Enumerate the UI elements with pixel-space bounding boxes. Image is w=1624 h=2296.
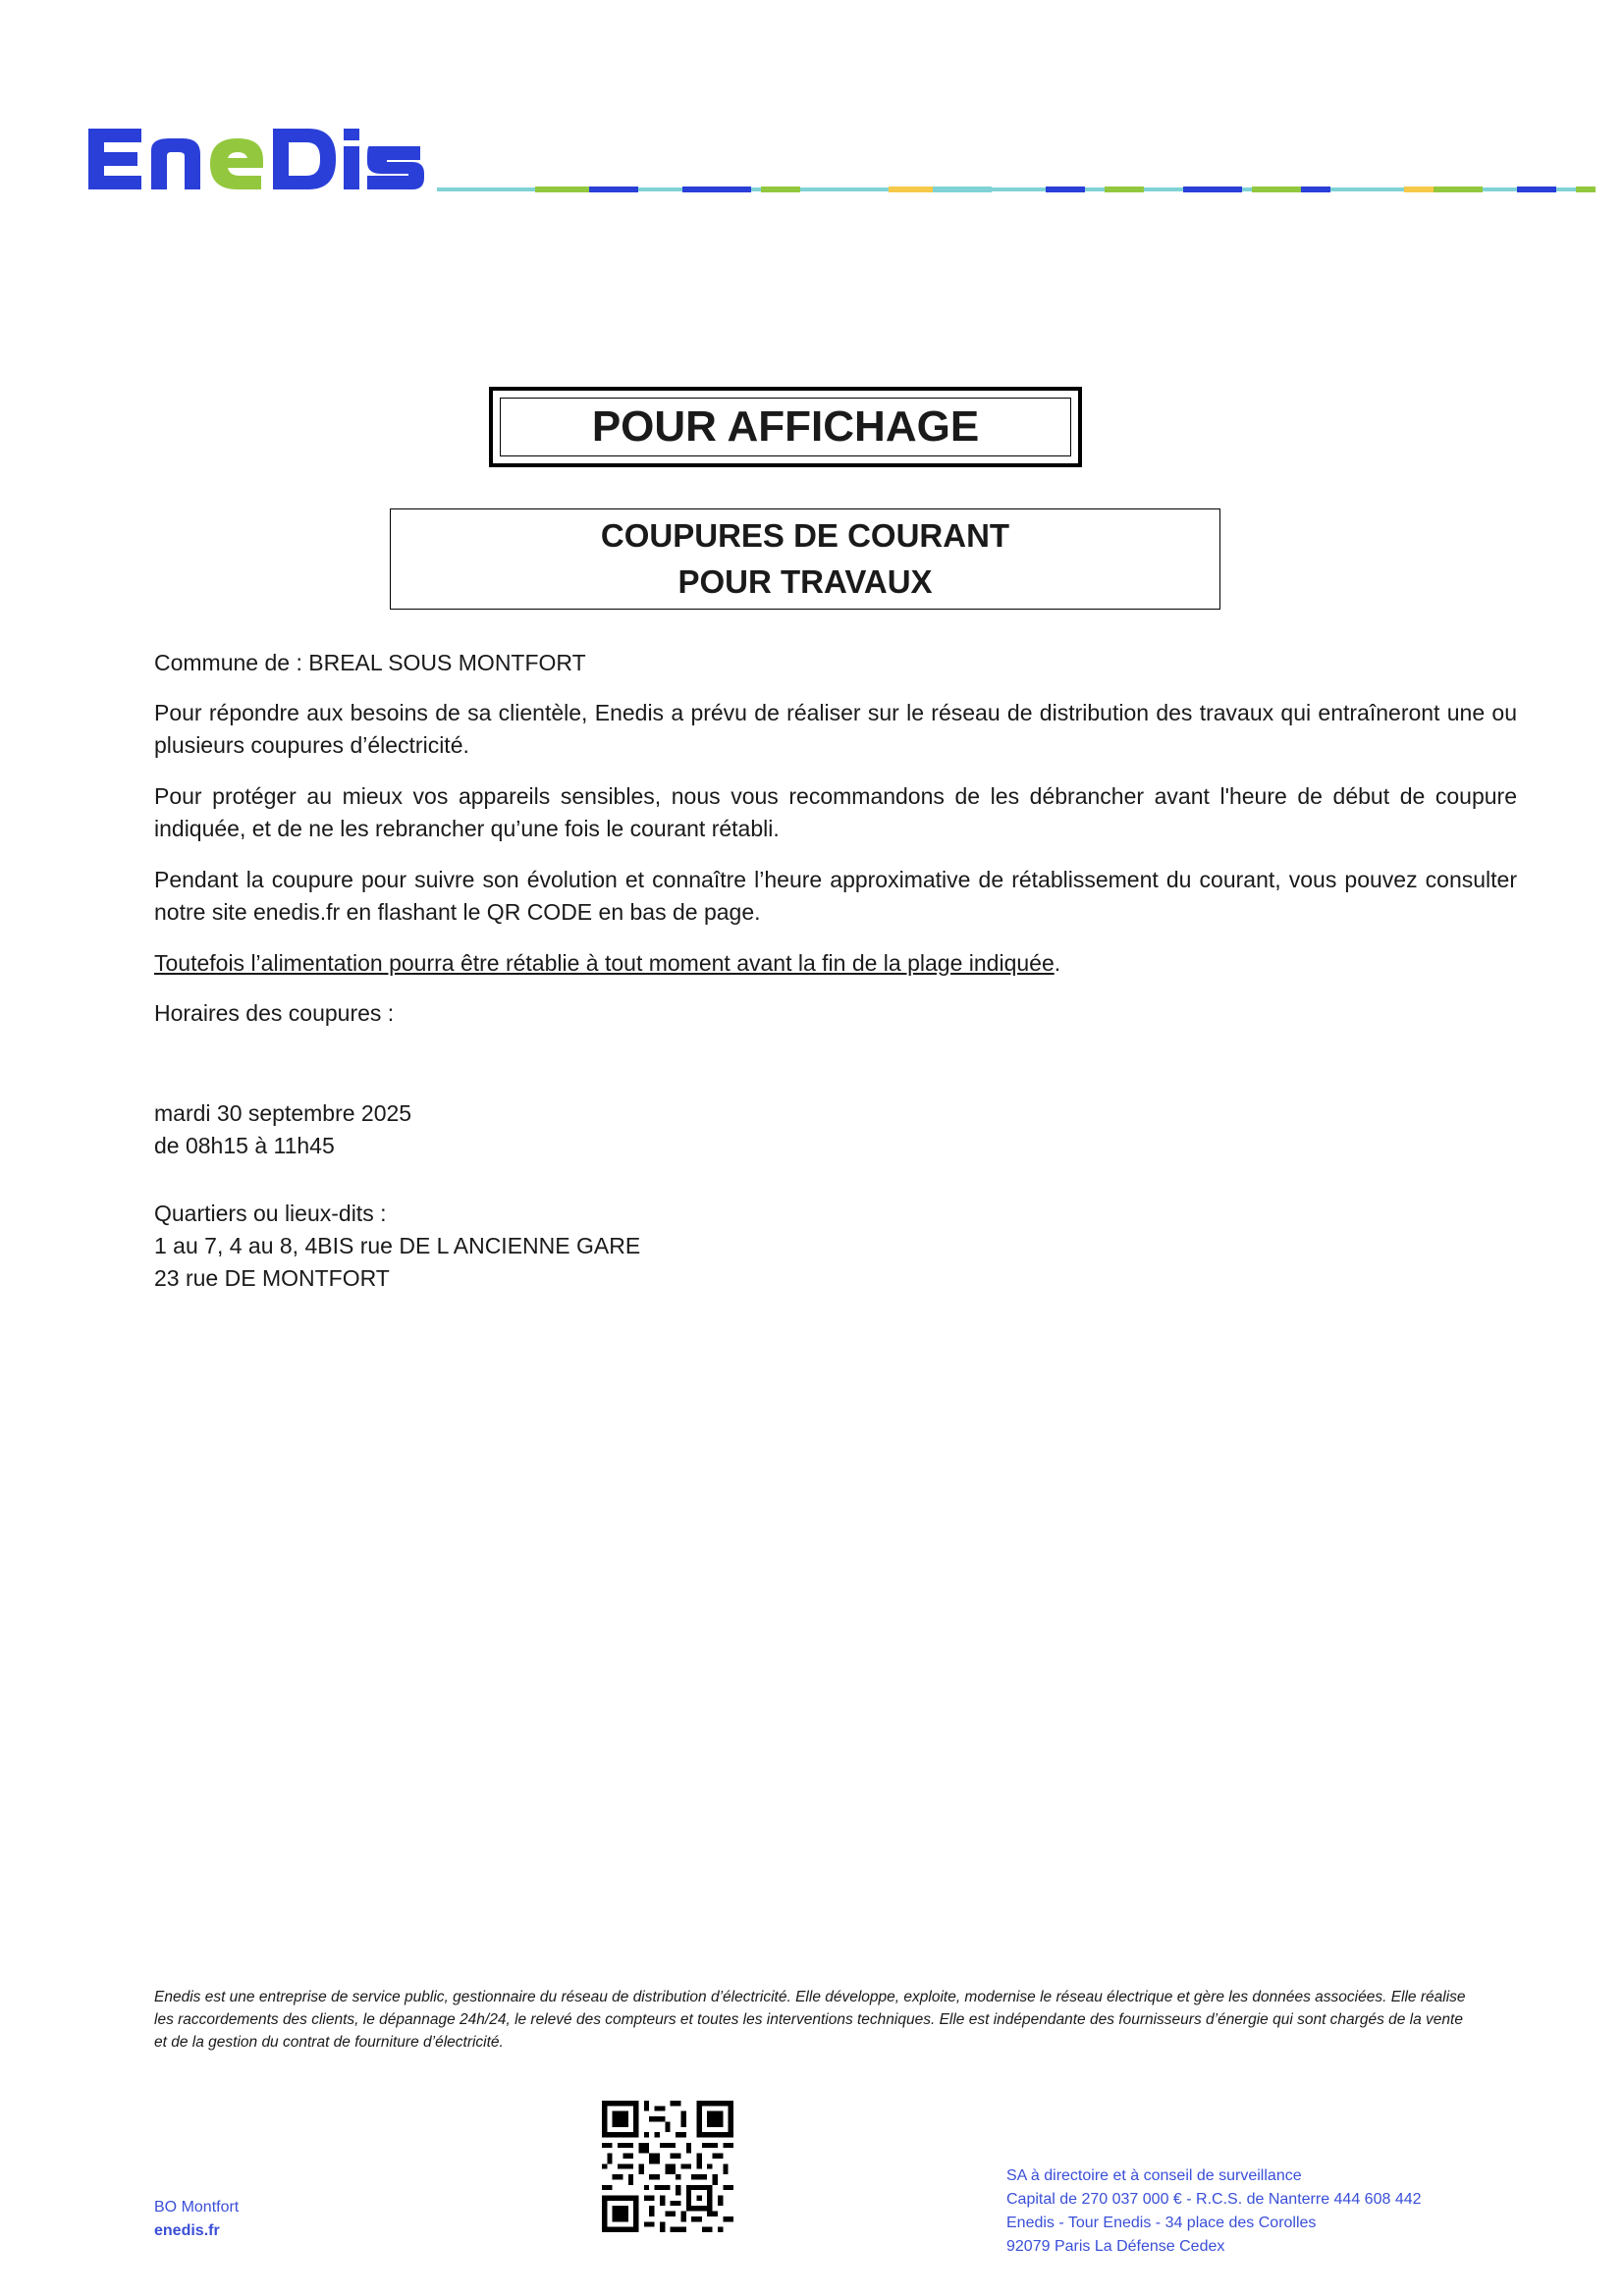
footer-line-1: SA à directoire et à conseil de surveillance bbox=[1006, 2167, 1302, 2184]
commune-line: Commune de : BREAL SOUS MONTFORT bbox=[154, 650, 586, 675]
footer-line-3: Enedis - Tour Enedis - 34 place des Corolles bbox=[1006, 2215, 1317, 2231]
header-stripe bbox=[437, 187, 1596, 192]
location-1: 1 au 7, 4 au 8, 4BIS rue DE L ANCIENNE GARE bbox=[154, 1233, 641, 1258]
paragraph-notice bbox=[154, 947, 1060, 980]
paragraph-follow: Pendant la coupure pour suivre son évolution et connaître l’heure approximative de rétablissement du courant, vous pouvez consulter notre site enedis.fr en flashant le QR CODE en bas de page. bbox=[154, 867, 1517, 925]
outage-date: mardi 30 septembre 2025 bbox=[154, 1100, 412, 1126]
notice-underlined: Toutefois l’alimentation pourra être rétablie à tout moment avant la fin de la plage indiquée bbox=[154, 950, 1055, 976]
outage-time: de 08h15 à 11h45 bbox=[154, 1133, 335, 1158]
footer-left bbox=[154, 2196, 239, 2243]
title-box bbox=[489, 387, 1082, 467]
location-2: 23 rue DE MONTFORT bbox=[154, 1265, 390, 1291]
qr-code[interactable] bbox=[602, 2101, 733, 2232]
footer-line-2: Capital de 270 037 000 € - R.C.S. de Nanterre 444 608 442 bbox=[1006, 2191, 1422, 2208]
quartiers-label: Quartiers ou lieux-dits : bbox=[154, 1201, 387, 1226]
footer-line-4: 92079 Paris La Défense Cedex bbox=[1006, 2238, 1225, 2255]
subtitle-line-1: COUPURES DE COURANT bbox=[600, 517, 1010, 555]
horaires-label: Horaires des coupures : bbox=[154, 1000, 395, 1026]
page-title: POUR AFFICHAGE bbox=[500, 398, 1071, 456]
footer-office: BO Montfort bbox=[154, 2199, 240, 2216]
notice-period: . bbox=[1054, 950, 1061, 976]
footer-right bbox=[1006, 2164, 1422, 2259]
subtitle-box bbox=[390, 508, 1220, 610]
enedis-logo-graphic bbox=[81, 121, 434, 197]
footer-site-link[interactable]: enedis.fr bbox=[154, 2222, 220, 2239]
legal-notice: Enedis est une entreprise de service public, gestionnaire du réseau de distribution d’électricité. Elle développe, exploite, modernise le réseau électrique et gère les données associées. Elle réalise les raccordements des clients, le dépannage 24h/24, le relevé des compteurs et toutes les interventions techniques. Elle est indépendante des fournisseurs d’énergie qui sont chargés de la vente et de la gestion du contrat de fourniture d’électricité. bbox=[154, 1989, 1466, 2051]
subtitle-line-2: POUR TRAVAUX bbox=[677, 562, 933, 600]
enedis-logo bbox=[81, 118, 434, 212]
paragraph-intro: Pour répondre aux besoins de sa clientèle, Enedis a prévu de réaliser sur le réseau de distribution des travaux qui entraîneront une ou plusieurs coupures d’électricité. bbox=[154, 700, 1517, 758]
paragraph-protect: Pour protéger au mieux vos appareils sensibles, nous vous recommandons de les débrancher avant l'heure de début de coupure indiquée, et de ne les rebrancher qu’une fois le courant rétabli. bbox=[154, 783, 1517, 841]
